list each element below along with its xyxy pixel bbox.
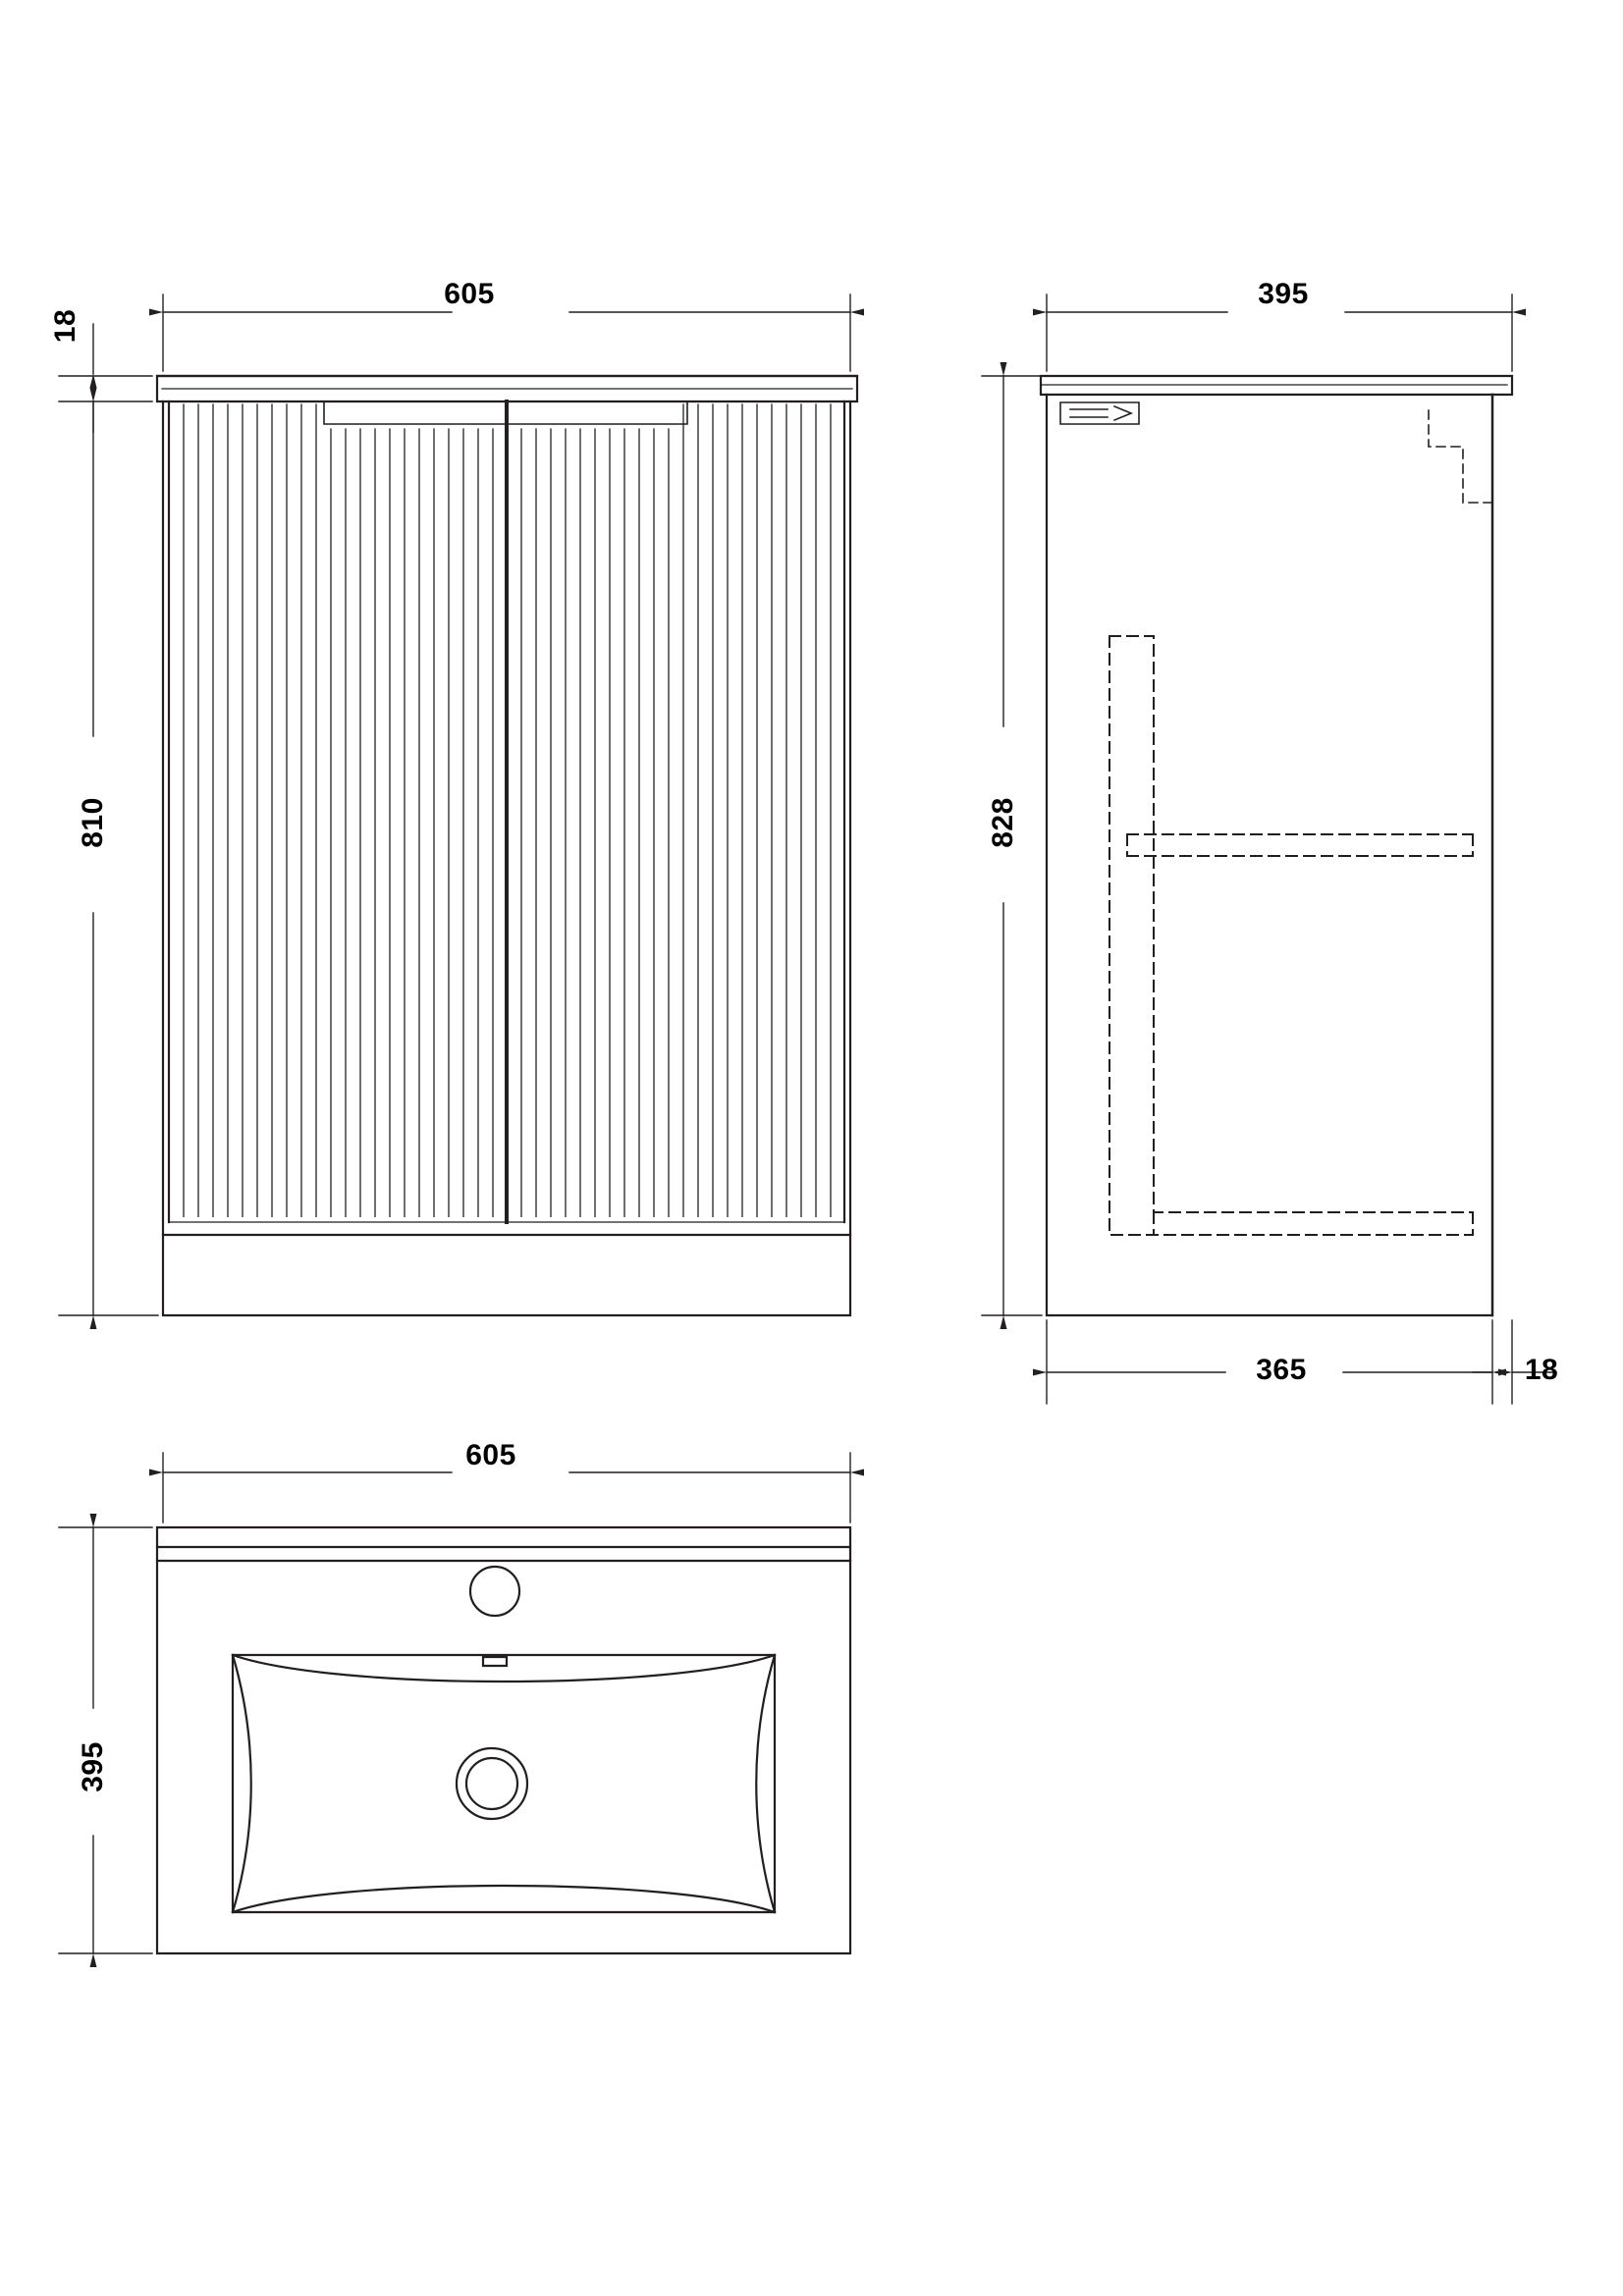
plan-view-geometry [157, 1527, 850, 1953]
side-elevation-geometry [1041, 376, 1512, 1315]
dimension-plan-width: 605 [465, 1439, 516, 1471]
front-elevation-geometry [157, 376, 857, 1315]
dimension-plan-depth: 395 [77, 1741, 109, 1792]
side-dimension-lines [982, 294, 1559, 1404]
dimension-front-height: 810 [77, 797, 109, 848]
dimension-front-top-thickness: 18 [49, 308, 81, 344]
dimension-side-carcass-depth: 365 [1256, 1354, 1307, 1386]
dimension-side-height: 828 [987, 797, 1019, 848]
dimension-side-overhang: 18 [1524, 1354, 1559, 1386]
front-dimension-lines [59, 294, 850, 1315]
dimension-side-depth: 395 [1258, 278, 1309, 310]
dimension-front-width: 605 [444, 278, 495, 310]
